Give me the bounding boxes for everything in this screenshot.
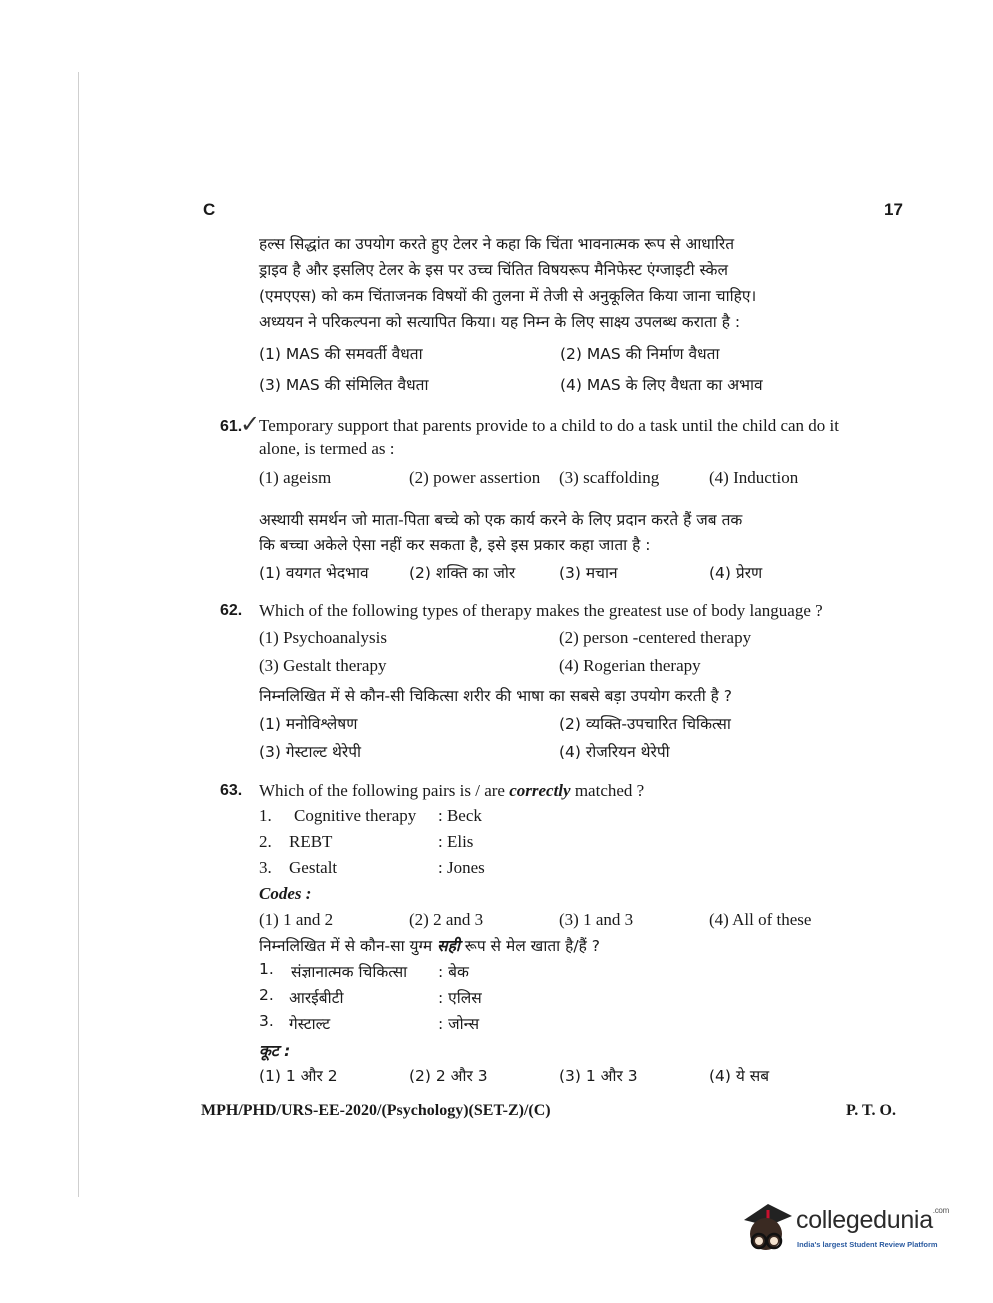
hindi-pair-number: 1. [259, 960, 274, 978]
q60-option-3: (3) MAS की संमिलित वैधता [259, 376, 429, 394]
page-margin-line [78, 72, 79, 1197]
q63-hindi-question: निम्नलिखित में से कौन-सा युग्म सही रूप से मेल खाता है/हैं ? [259, 937, 600, 955]
pair-left: REBT [289, 832, 333, 851]
q62-question: Which of the following types of therapy makes the greatest use of body language ? [259, 601, 823, 620]
pair-left: Gestalt [289, 858, 338, 877]
q62-hindi-option-4: (4) रोजरियन थेरेपी [559, 743, 670, 761]
pair-number: 3. [259, 858, 272, 877]
q60-hindi-line: ड्राइव है और इसलिए टेलर के इस पर उच्च चिंतित विषयरूप मैनिफेस्ट एंग्जाइटी स्केल [259, 261, 728, 279]
q61-text-line: Temporary support that parents provide to a child to do a task until the child can do it [259, 416, 839, 435]
q63-question: Which of the following pairs is / are correctly matched ? [259, 781, 645, 800]
q61-option-1: (1) ageism [259, 468, 332, 487]
q63-code-3: (3) 1 and 3 [559, 910, 634, 929]
q63-hindi-code-2: (2) 2 और 3 [409, 1067, 488, 1085]
q61-hindi-option-2: (2) शक्ति का जोर [409, 564, 516, 582]
collegedunia-logo [738, 1196, 960, 1266]
brand-suffix: .com [932, 1206, 949, 1215]
hindi-pair-number: 2. [259, 986, 274, 1004]
q61-option-4: (4) Induction [709, 468, 799, 487]
student-mascot-icon [738, 1198, 794, 1260]
q62-option-4: (4) Rogerian therapy [559, 656, 701, 675]
hindi-pair-left: आरईबीटी [289, 989, 344, 1007]
pair-number: 1. [259, 806, 272, 825]
set-letter: C [203, 200, 216, 219]
question-number: 62. [220, 602, 243, 619]
page-number: 17 [884, 200, 903, 219]
q61-hindi-line: कि बच्चा अकेले ऐसा नहीं कर सकता है, इसे इस प्रकार कहा जाता है : [259, 536, 651, 554]
question-number: 61. [220, 418, 243, 435]
hindi-pair-number: 3. [259, 1012, 274, 1030]
q62-option-2: (2) person -centered therapy [559, 628, 752, 647]
hindi-codes-label: कूट : [259, 1042, 291, 1060]
q61-hindi-option-3: (3) मचान [559, 564, 618, 582]
q62-option-3: (3) Gestalt therapy [259, 656, 387, 675]
q63-code-2: (2) 2 and 3 [409, 910, 484, 929]
q63-hindi-code-3: (3) 1 और 3 [559, 1067, 638, 1085]
tick-mark-icon: ✓ [240, 410, 261, 438]
q60-option-4: (4) MAS के लिए वैधता का अभाव [560, 376, 763, 394]
hindi-pair-right: : बेक [438, 963, 469, 981]
q63-hindi-code-4: (4) ये सब [709, 1067, 770, 1085]
brand-tagline: India's largest Student Review Platform [797, 1240, 938, 1249]
q61-option-2: (2) power assertion [409, 468, 541, 487]
q61-hindi-option-4: (4) प्रेरण [709, 564, 763, 582]
q63-hindi-code-1: (1) 1 और 2 [259, 1067, 338, 1085]
hindi-pair-left: गेस्टाल्ट [289, 1015, 331, 1033]
q61-hindi-line: अस्थायी समर्थन जो माता-पिता बच्चे को एक कार्य करने के लिए प्रदान करते हैं जब तक [259, 511, 743, 529]
brand-name: collegedunia [796, 1206, 933, 1234]
hindi-pair-left: संज्ञानात्मक चिकित्सा [291, 963, 408, 981]
hindi-pair-right: : जोन्स [438, 1015, 480, 1033]
paper-code: MPH/PHD/URS-EE-2020/(Psychology)(SET-Z)/(C) [201, 1102, 551, 1119]
pair-right: : Elis [438, 832, 474, 851]
q62-hindi-option-2: (2) व्यक्ति-उपचारित चिकित्सा [559, 715, 731, 733]
question-number: 63. [220, 782, 243, 799]
pto-label: P. T. O. [846, 1102, 896, 1119]
q62-hindi-option-1: (1) मनोविश्लेषण [259, 715, 358, 733]
pair-right: : Jones [438, 858, 485, 877]
q60-hindi-line: (एमएएस) को कम चिंताजनक विषयों की तुलना में तेजी से अनुकूलित किया जाना चाहिए। [259, 287, 757, 305]
codes-label: Codes : [259, 884, 312, 903]
q60-option-1: (1) MAS की समवर्ती वैधता [259, 345, 423, 363]
q62-hindi-question: निम्नलिखित में से कौन-सी चिकित्सा शरीर की भाषा का सबसे बड़ा उपयोग करती है ? [259, 687, 733, 705]
pair-number: 2. [259, 832, 272, 851]
q63-code-4: (4) All of these [709, 910, 812, 929]
q60-hindi-line: अध्ययन ने परिकल्पना को सत्यापित किया। यह निम्न के लिए साक्ष्य उपलब्ध कराता है : [259, 313, 741, 331]
q63-code-1: (1) 1 and 2 [259, 910, 334, 929]
q61-hindi-option-1: (1) वयगत भेदभाव [259, 564, 369, 582]
pair-left: Cognitive therapy [294, 806, 417, 825]
q62-option-1: (1) Psychoanalysis [259, 628, 387, 647]
pair-right: : Beck [438, 806, 482, 825]
q62-hindi-option-3: (3) गेस्टाल्ट थेरेपी [259, 743, 362, 761]
q61-option-3: (3) scaffolding [559, 468, 660, 487]
hindi-pair-right: : एलिस [438, 989, 482, 1007]
q61-text-line: alone, is termed as : [259, 439, 395, 458]
q60-option-2: (2) MAS की निर्माण वैधता [560, 345, 720, 363]
q60-hindi-line: हल्स सिद्धांत का उपयोग करते हुए टेलर ने कहा कि चिंता भावनात्मक रूप से आधारित [259, 235, 735, 253]
